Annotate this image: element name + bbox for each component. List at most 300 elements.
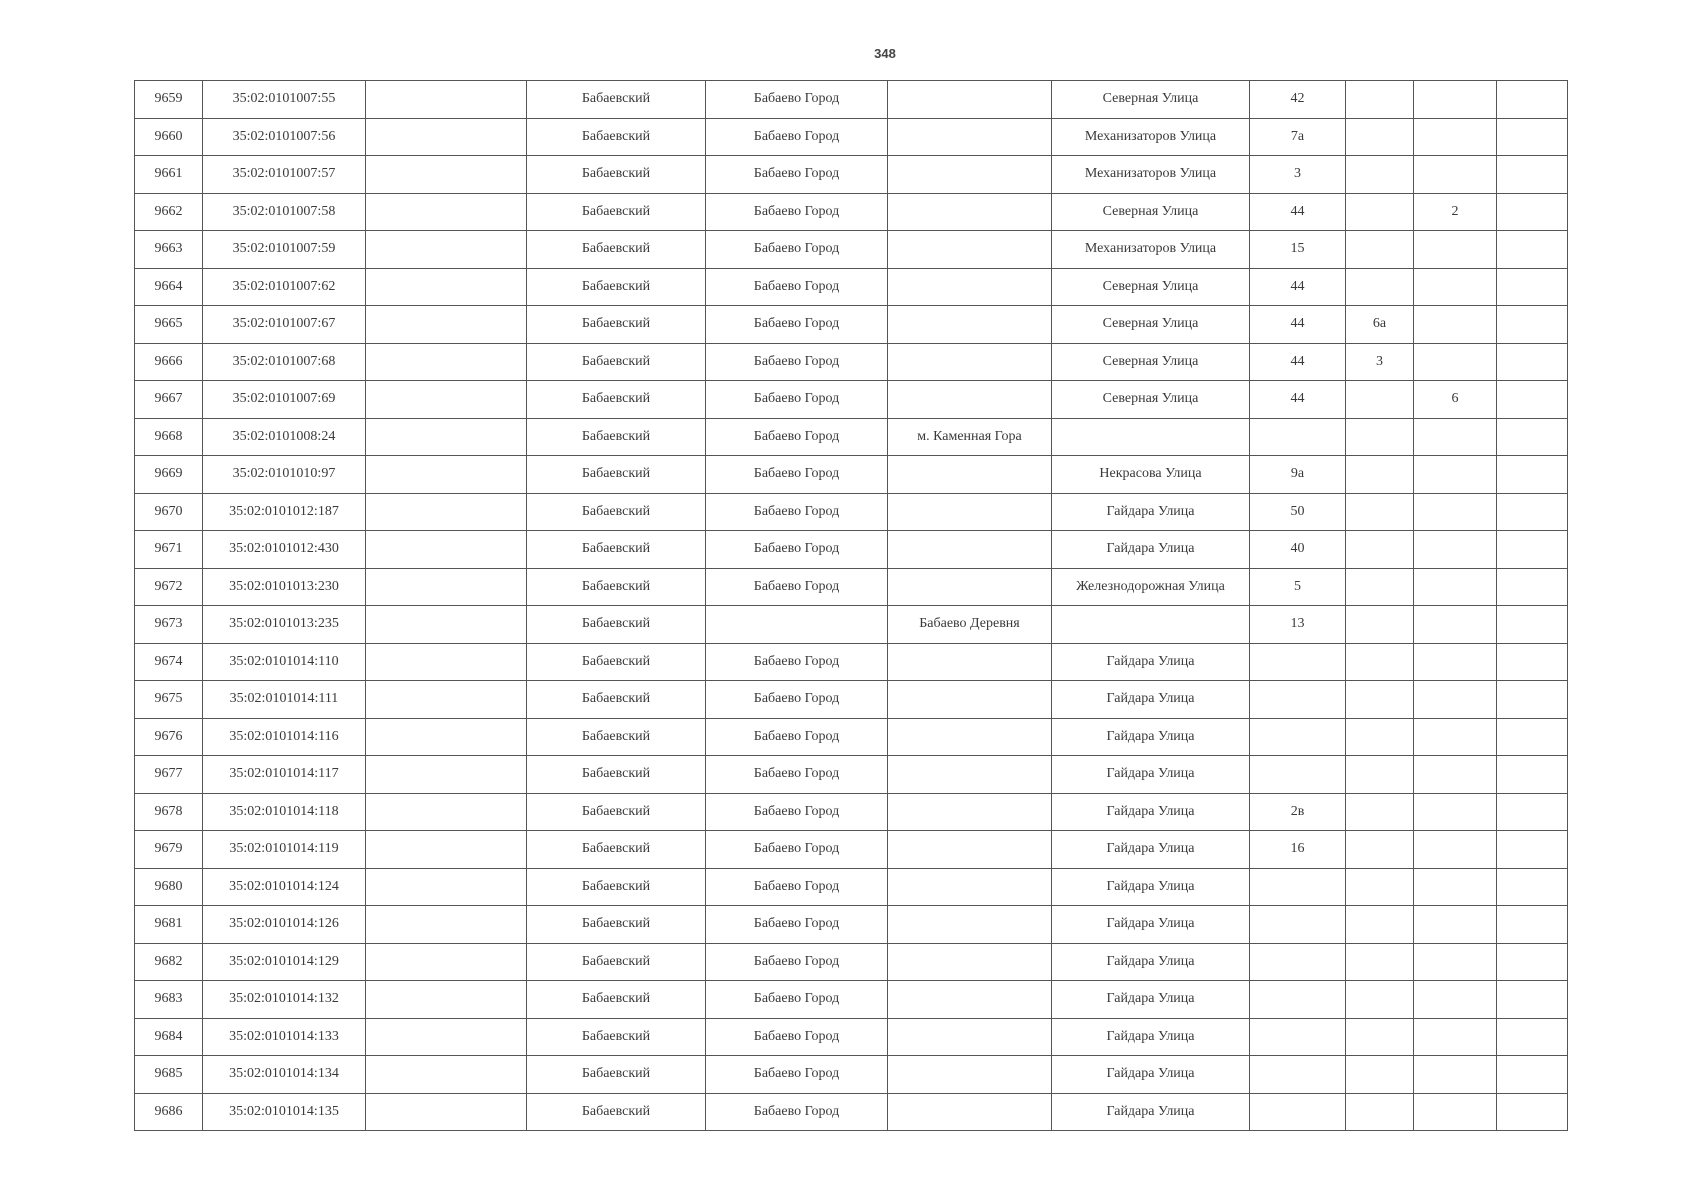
- cell-structure: [1414, 643, 1497, 681]
- cell-district: Бабаевский: [527, 156, 706, 194]
- cell-settlement: Бабаево Город: [706, 81, 888, 119]
- cell-building: 6а: [1346, 306, 1414, 344]
- cell-house: 42: [1250, 81, 1346, 119]
- cell-street: Северная Улица: [1052, 343, 1250, 381]
- cell-blank: [366, 756, 527, 794]
- table-row: [135, 906, 1568, 944]
- cell-blank: [366, 1018, 527, 1056]
- cell-extra: [1497, 156, 1568, 194]
- cell-blank: [366, 531, 527, 569]
- cell-district: Бабаевский: [527, 681, 706, 719]
- table-row: [135, 606, 1568, 644]
- cell-blank: [366, 906, 527, 944]
- cell-number: 9668: [135, 418, 203, 456]
- table-row: [135, 156, 1568, 194]
- cell-number: 9678: [135, 793, 203, 831]
- cell-street: Северная Улица: [1052, 81, 1250, 119]
- cell-building: [1346, 268, 1414, 306]
- cell-locality: [888, 643, 1052, 681]
- cell-district: Бабаевский: [527, 381, 706, 419]
- table-row: [135, 531, 1568, 569]
- cell-street: Гайдара Улица: [1052, 681, 1250, 719]
- cell-house: [1250, 756, 1346, 794]
- cell-settlement: Бабаево Город: [706, 306, 888, 344]
- cell-locality: [888, 306, 1052, 344]
- cell-extra: [1497, 793, 1568, 831]
- cell-cadastral-number: 35:02:0101014:133: [203, 1018, 366, 1056]
- cell-building: [1346, 81, 1414, 119]
- cell-structure: [1414, 231, 1497, 269]
- cell-extra: [1497, 81, 1568, 119]
- cell-house: [1250, 1056, 1346, 1094]
- cell-settlement: Бабаево Город: [706, 118, 888, 156]
- cell-building: [1346, 156, 1414, 194]
- cell-street: Северная Улица: [1052, 306, 1250, 344]
- cell-building: [1346, 1093, 1414, 1131]
- cell-district: Бабаевский: [527, 456, 706, 494]
- cell-number: 9683: [135, 981, 203, 1019]
- cell-number: 9664: [135, 268, 203, 306]
- cell-structure: [1414, 418, 1497, 456]
- cell-cadastral-number: 35:02:0101013:230: [203, 568, 366, 606]
- cell-settlement: Бабаево Город: [706, 156, 888, 194]
- cell-house: [1250, 1018, 1346, 1056]
- cell-cadastral-number: 35:02:0101014:135: [203, 1093, 366, 1131]
- cell-district: Бабаевский: [527, 1093, 706, 1131]
- cell-blank: [366, 1093, 527, 1131]
- cell-extra: [1497, 118, 1568, 156]
- cell-street: [1052, 418, 1250, 456]
- cell-structure: [1414, 306, 1497, 344]
- cell-settlement: Бабаево Город: [706, 268, 888, 306]
- cell-building: [1346, 981, 1414, 1019]
- cell-district: Бабаевский: [527, 306, 706, 344]
- cell-district: Бабаевский: [527, 643, 706, 681]
- cell-structure: [1414, 118, 1497, 156]
- cell-structure: [1414, 493, 1497, 531]
- cell-extra: [1497, 831, 1568, 869]
- table-row: [135, 306, 1568, 344]
- registry-body: [135, 81, 1568, 1131]
- cell-structure: 2: [1414, 193, 1497, 231]
- table-row: [135, 756, 1568, 794]
- cell-blank: [366, 831, 527, 869]
- cell-street: Гайдара Улица: [1052, 756, 1250, 794]
- cell-street: Гайдара Улица: [1052, 906, 1250, 944]
- cell-house: 44: [1250, 306, 1346, 344]
- cell-settlement: Бабаево Город: [706, 193, 888, 231]
- cell-blank: [366, 343, 527, 381]
- cell-structure: [1414, 718, 1497, 756]
- cell-extra: [1497, 681, 1568, 719]
- cell-locality: [888, 531, 1052, 569]
- cell-structure: [1414, 681, 1497, 719]
- cell-cadastral-number: 35:02:0101014:119: [203, 831, 366, 869]
- cell-locality: [888, 1018, 1052, 1056]
- cell-extra: [1497, 493, 1568, 531]
- cell-settlement: Бабаево Город: [706, 531, 888, 569]
- cell-locality: [888, 831, 1052, 869]
- cell-cadastral-number: 35:02:0101007:57: [203, 156, 366, 194]
- cell-blank: [366, 568, 527, 606]
- table-row: [135, 1093, 1568, 1131]
- cell-cadastral-number: 35:02:0101007:62: [203, 268, 366, 306]
- cell-blank: [366, 943, 527, 981]
- cell-locality: [888, 943, 1052, 981]
- cell-settlement: Бабаево Город: [706, 793, 888, 831]
- cell-settlement: Бабаево Город: [706, 1018, 888, 1056]
- table-row: [135, 681, 1568, 719]
- cell-number: 9679: [135, 831, 203, 869]
- cell-building: [1346, 643, 1414, 681]
- cell-street: Механизаторов Улица: [1052, 231, 1250, 269]
- table-row: [135, 118, 1568, 156]
- cell-street: Гайдара Улица: [1052, 493, 1250, 531]
- cell-number: 9681: [135, 906, 203, 944]
- cell-blank: [366, 81, 527, 119]
- cell-structure: [1414, 981, 1497, 1019]
- cell-district: Бабаевский: [527, 756, 706, 794]
- cell-blank: [366, 418, 527, 456]
- table-row: [135, 1056, 1568, 1094]
- cell-structure: [1414, 343, 1497, 381]
- cell-extra: [1497, 981, 1568, 1019]
- cell-blank: [366, 681, 527, 719]
- cell-district: Бабаевский: [527, 193, 706, 231]
- cell-structure: [1414, 268, 1497, 306]
- table-row: [135, 418, 1568, 456]
- cell-settlement: Бабаево Город: [706, 381, 888, 419]
- cell-cadastral-number: 35:02:0101007:55: [203, 81, 366, 119]
- cell-district: Бабаевский: [527, 81, 706, 119]
- cell-street: Гайдара Улица: [1052, 531, 1250, 569]
- cell-extra: [1497, 268, 1568, 306]
- cell-extra: [1497, 381, 1568, 419]
- cell-street: Механизаторов Улица: [1052, 118, 1250, 156]
- cell-number: 9662: [135, 193, 203, 231]
- cell-district: Бабаевский: [527, 718, 706, 756]
- cell-settlement: Бабаево Город: [706, 456, 888, 494]
- cell-district: Бабаевский: [527, 1056, 706, 1094]
- cell-building: 3: [1346, 343, 1414, 381]
- cell-number: 9669: [135, 456, 203, 494]
- cell-blank: [366, 868, 527, 906]
- cell-settlement: Бабаево Город: [706, 343, 888, 381]
- cell-district: Бабаевский: [527, 118, 706, 156]
- cell-settlement: Бабаево Город: [706, 418, 888, 456]
- cell-house: [1250, 981, 1346, 1019]
- cell-cadastral-number: 35:02:0101008:24: [203, 418, 366, 456]
- cell-extra: [1497, 718, 1568, 756]
- cell-settlement: Бабаево Город: [706, 231, 888, 269]
- cell-blank: [366, 381, 527, 419]
- cell-extra: [1497, 568, 1568, 606]
- cell-district: Бабаевский: [527, 868, 706, 906]
- cell-number: 9667: [135, 381, 203, 419]
- cell-number: 9685: [135, 1056, 203, 1094]
- cell-cadastral-number: 35:02:0101014:134: [203, 1056, 366, 1094]
- cell-district: Бабаевский: [527, 981, 706, 1019]
- cell-building: [1346, 681, 1414, 719]
- cell-building: [1346, 793, 1414, 831]
- cell-blank: [366, 268, 527, 306]
- cell-building: [1346, 906, 1414, 944]
- cell-district: Бабаевский: [527, 268, 706, 306]
- cell-blank: [366, 493, 527, 531]
- cell-street: Гайдара Улица: [1052, 831, 1250, 869]
- cell-house: [1250, 906, 1346, 944]
- cell-extra: [1497, 606, 1568, 644]
- cell-house: 15: [1250, 231, 1346, 269]
- cell-district: Бабаевский: [527, 568, 706, 606]
- cell-locality: [888, 118, 1052, 156]
- cell-extra: [1497, 868, 1568, 906]
- cell-street: Механизаторов Улица: [1052, 156, 1250, 194]
- cell-cadastral-number: 35:02:0101007:56: [203, 118, 366, 156]
- cell-extra: [1497, 193, 1568, 231]
- cell-house: [1250, 868, 1346, 906]
- cell-locality: [888, 156, 1052, 194]
- cell-cadastral-number: 35:02:0101014:118: [203, 793, 366, 831]
- cell-house: [1250, 643, 1346, 681]
- cell-locality: [888, 718, 1052, 756]
- cell-structure: [1414, 756, 1497, 794]
- cell-street: Некрасова Улица: [1052, 456, 1250, 494]
- cell-settlement: Бабаево Город: [706, 718, 888, 756]
- cell-blank: [366, 606, 527, 644]
- table-row: [135, 718, 1568, 756]
- cell-house: 44: [1250, 193, 1346, 231]
- cell-number: 9660: [135, 118, 203, 156]
- table-row: [135, 981, 1568, 1019]
- cell-settlement: Бабаево Город: [706, 681, 888, 719]
- cell-settlement: Бабаево Город: [706, 1093, 888, 1131]
- cell-district: Бабаевский: [527, 493, 706, 531]
- table-row: [135, 793, 1568, 831]
- cell-locality: [888, 756, 1052, 794]
- cell-settlement: Бабаево Город: [706, 906, 888, 944]
- cell-extra: [1497, 306, 1568, 344]
- cell-locality: [888, 456, 1052, 494]
- table-row: [135, 643, 1568, 681]
- cell-district: Бабаевский: [527, 606, 706, 644]
- cell-building: [1346, 531, 1414, 569]
- cell-structure: [1414, 1018, 1497, 1056]
- cell-locality: [888, 906, 1052, 944]
- cell-settlement: Бабаево Город: [706, 831, 888, 869]
- cell-district: Бабаевский: [527, 343, 706, 381]
- cell-extra: [1497, 1093, 1568, 1131]
- cell-district: Бабаевский: [527, 906, 706, 944]
- cell-house: 50: [1250, 493, 1346, 531]
- table-row: [135, 81, 1568, 119]
- cell-building: [1346, 718, 1414, 756]
- table-row: [135, 868, 1568, 906]
- registry-table: [134, 80, 1568, 1131]
- cell-number: 9676: [135, 718, 203, 756]
- cell-number: 9674: [135, 643, 203, 681]
- cell-cadastral-number: 35:02:0101014:111: [203, 681, 366, 719]
- cell-blank: [366, 793, 527, 831]
- cell-structure: [1414, 568, 1497, 606]
- cell-building: [1346, 193, 1414, 231]
- cell-structure: [1414, 868, 1497, 906]
- cell-structure: [1414, 1056, 1497, 1094]
- cell-number: 9672: [135, 568, 203, 606]
- cell-blank: [366, 156, 527, 194]
- cell-building: [1346, 456, 1414, 494]
- cell-locality: [888, 381, 1052, 419]
- cell-extra: [1497, 643, 1568, 681]
- cell-house: 44: [1250, 268, 1346, 306]
- cell-house: 2в: [1250, 793, 1346, 831]
- cell-structure: [1414, 531, 1497, 569]
- cell-house: 5: [1250, 568, 1346, 606]
- cell-number: 9680: [135, 868, 203, 906]
- cell-district: Бабаевский: [527, 418, 706, 456]
- cell-blank: [366, 643, 527, 681]
- cell-locality: м. Каменная Гора: [888, 418, 1052, 456]
- cell-cadastral-number: 35:02:0101012:187: [203, 493, 366, 531]
- cell-number: 9661: [135, 156, 203, 194]
- cell-locality: [888, 1093, 1052, 1131]
- cell-structure: [1414, 906, 1497, 944]
- cell-building: [1346, 381, 1414, 419]
- cell-street: Северная Улица: [1052, 268, 1250, 306]
- cell-building: [1346, 118, 1414, 156]
- cell-cadastral-number: 35:02:0101007:59: [203, 231, 366, 269]
- cell-settlement: [706, 606, 888, 644]
- cell-house: 16: [1250, 831, 1346, 869]
- cell-district: Бабаевский: [527, 793, 706, 831]
- cell-house: 44: [1250, 381, 1346, 419]
- cell-building: [1346, 493, 1414, 531]
- cell-locality: [888, 231, 1052, 269]
- cell-number: 9665: [135, 306, 203, 344]
- cell-cadastral-number: 35:02:0101007:68: [203, 343, 366, 381]
- cell-blank: [366, 456, 527, 494]
- cell-settlement: Бабаево Город: [706, 493, 888, 531]
- cell-structure: [1414, 456, 1497, 494]
- cell-extra: [1497, 1018, 1568, 1056]
- cell-locality: [888, 1056, 1052, 1094]
- cell-blank: [366, 1056, 527, 1094]
- cell-number: 9686: [135, 1093, 203, 1131]
- cell-house: 40: [1250, 531, 1346, 569]
- cell-number: 9684: [135, 1018, 203, 1056]
- cell-cadastral-number: 35:02:0101007:58: [203, 193, 366, 231]
- cell-house: 44: [1250, 343, 1346, 381]
- cell-cadastral-number: 35:02:0101014:110: [203, 643, 366, 681]
- cell-extra: [1497, 231, 1568, 269]
- cell-house: [1250, 1093, 1346, 1131]
- cell-street: Гайдара Улица: [1052, 793, 1250, 831]
- cell-building: [1346, 831, 1414, 869]
- cell-building: [1346, 231, 1414, 269]
- cell-structure: [1414, 606, 1497, 644]
- cell-street: Северная Улица: [1052, 381, 1250, 419]
- cell-cadastral-number: 35:02:0101014:124: [203, 868, 366, 906]
- cell-building: [1346, 868, 1414, 906]
- cell-structure: [1414, 81, 1497, 119]
- cell-structure: [1414, 943, 1497, 981]
- cell-structure: [1414, 793, 1497, 831]
- cell-cadastral-number: 35:02:0101007:69: [203, 381, 366, 419]
- cell-cadastral-number: 35:02:0101014:116: [203, 718, 366, 756]
- cell-settlement: Бабаево Город: [706, 1056, 888, 1094]
- cell-street: Гайдара Улица: [1052, 718, 1250, 756]
- cell-locality: [888, 493, 1052, 531]
- cell-house: 13: [1250, 606, 1346, 644]
- cell-number: 9659: [135, 81, 203, 119]
- cell-district: Бабаевский: [527, 531, 706, 569]
- cell-cadastral-number: 35:02:0101014:117: [203, 756, 366, 794]
- cell-building: [1346, 568, 1414, 606]
- cell-locality: [888, 268, 1052, 306]
- cell-settlement: Бабаево Город: [706, 943, 888, 981]
- table-row: [135, 831, 1568, 869]
- cell-extra: [1497, 531, 1568, 569]
- cell-number: 9671: [135, 531, 203, 569]
- cell-cadastral-number: 35:02:0101014:132: [203, 981, 366, 1019]
- cell-settlement: Бабаево Город: [706, 756, 888, 794]
- cell-cadastral-number: 35:02:0101010:97: [203, 456, 366, 494]
- cell-house: [1250, 943, 1346, 981]
- cell-district: Бабаевский: [527, 943, 706, 981]
- cell-blank: [366, 118, 527, 156]
- cell-settlement: Бабаево Город: [706, 981, 888, 1019]
- cell-number: 9663: [135, 231, 203, 269]
- cell-locality: [888, 343, 1052, 381]
- cell-building: [1346, 1018, 1414, 1056]
- table-row: [135, 193, 1568, 231]
- page-number: 348: [874, 46, 896, 61]
- cell-settlement: Бабаево Город: [706, 568, 888, 606]
- cell-street: Гайдара Улица: [1052, 981, 1250, 1019]
- cell-number: 9677: [135, 756, 203, 794]
- cell-building: [1346, 943, 1414, 981]
- cell-street: Гайдара Улица: [1052, 1093, 1250, 1131]
- cell-number: 9675: [135, 681, 203, 719]
- cell-cadastral-number: 35:02:0101014:129: [203, 943, 366, 981]
- cell-extra: [1497, 943, 1568, 981]
- cell-district: Бабаевский: [527, 231, 706, 269]
- cell-house: [1250, 681, 1346, 719]
- cell-locality: [888, 81, 1052, 119]
- cell-number: 9670: [135, 493, 203, 531]
- cell-house: [1250, 718, 1346, 756]
- cell-cadastral-number: 35:02:0101012:430: [203, 531, 366, 569]
- cell-locality: [888, 793, 1052, 831]
- cell-blank: [366, 718, 527, 756]
- cell-district: Бабаевский: [527, 1018, 706, 1056]
- cell-blank: [366, 981, 527, 1019]
- cell-structure: 6: [1414, 381, 1497, 419]
- cell-building: [1346, 418, 1414, 456]
- cell-building: [1346, 1056, 1414, 1094]
- table-row: [135, 381, 1568, 419]
- cell-locality: [888, 193, 1052, 231]
- cell-locality: [888, 568, 1052, 606]
- table-row: [135, 231, 1568, 269]
- cell-street: Гайдара Улица: [1052, 1056, 1250, 1094]
- cell-extra: [1497, 418, 1568, 456]
- cell-blank: [366, 193, 527, 231]
- cell-building: [1346, 606, 1414, 644]
- cell-extra: [1497, 343, 1568, 381]
- cell-structure: [1414, 831, 1497, 869]
- cell-locality: [888, 981, 1052, 1019]
